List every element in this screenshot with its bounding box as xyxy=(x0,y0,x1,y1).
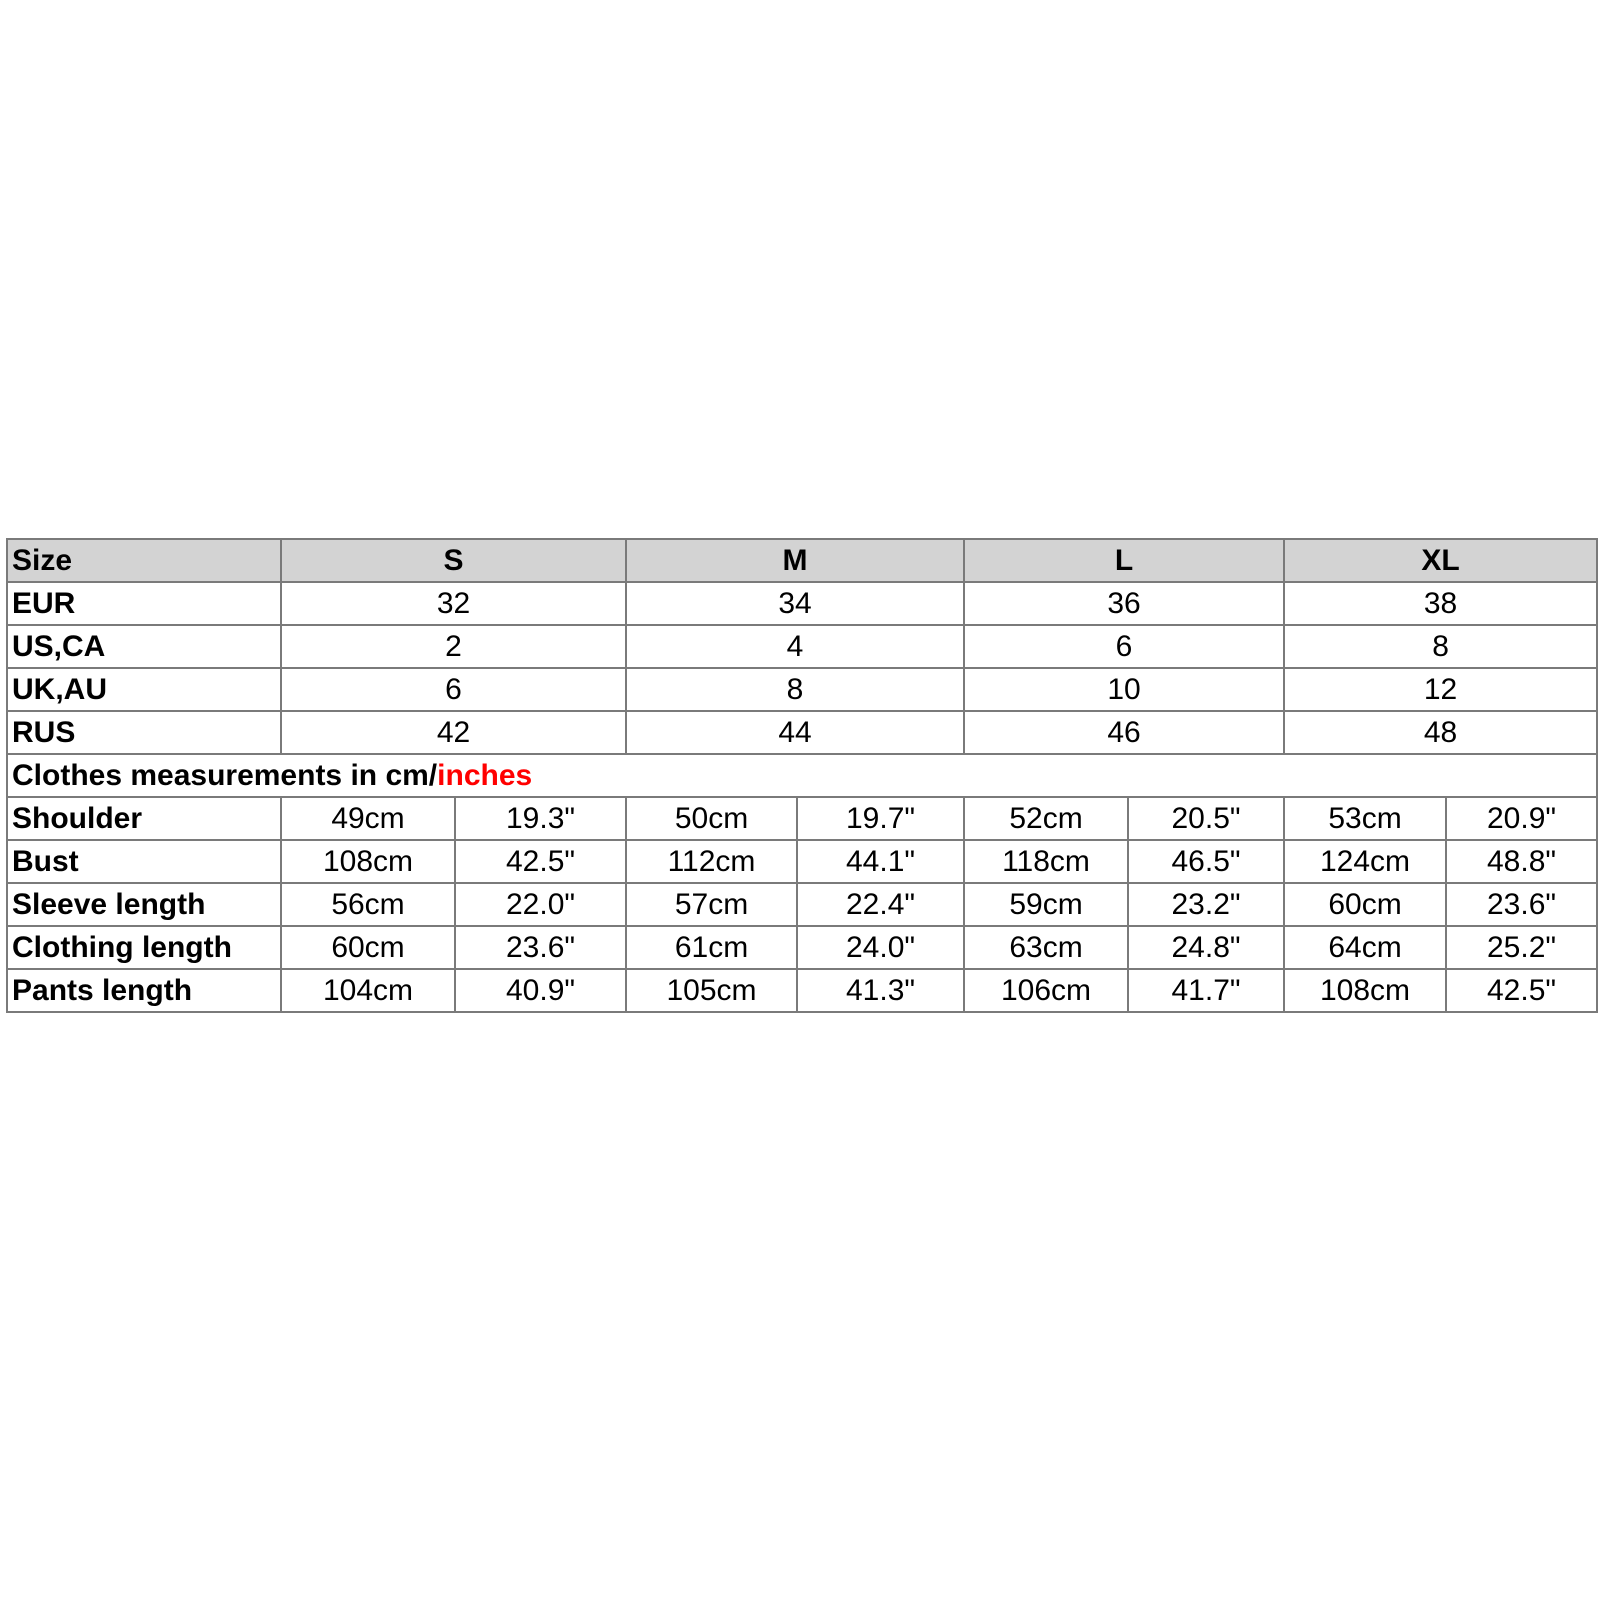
cm-value: 60cm xyxy=(281,926,455,969)
header-row xyxy=(7,539,1597,582)
cm-value: 59cm xyxy=(964,883,1128,926)
cm-value: 64cm xyxy=(1284,926,1446,969)
inch-value: 24.0" xyxy=(797,926,964,969)
size-value: 12 xyxy=(1284,668,1597,711)
measurement-row-bust xyxy=(7,840,1597,883)
cm-value: 112cm xyxy=(626,840,797,883)
cm-value: 50cm xyxy=(626,797,797,840)
size-value: 38 xyxy=(1284,582,1597,625)
size-value: 48 xyxy=(1284,711,1597,754)
inch-value: 23.6" xyxy=(455,926,626,969)
size-header-m: M xyxy=(626,539,964,582)
size-value: 8 xyxy=(626,668,964,711)
inch-value: 19.3" xyxy=(455,797,626,840)
section-title xyxy=(7,754,1597,797)
size-value: 44 xyxy=(626,711,964,754)
inch-value: 24.8" xyxy=(1128,926,1284,969)
inch-value: 23.6" xyxy=(1446,883,1597,926)
size-chart-table xyxy=(6,538,1598,1013)
cm-value: 105cm xyxy=(626,969,797,1012)
row-label: RUS xyxy=(7,711,281,754)
inch-value: 48.8" xyxy=(1446,840,1597,883)
cm-value: 104cm xyxy=(281,969,455,1012)
cm-value: 106cm xyxy=(964,969,1128,1012)
row-label: Shoulder xyxy=(7,797,281,840)
size-value: 8 xyxy=(1284,625,1597,668)
inch-value: 20.9" xyxy=(1446,797,1597,840)
inch-value: 40.9" xyxy=(455,969,626,1012)
section-title-highlight: inches xyxy=(437,758,533,792)
conversion-row-rus xyxy=(7,711,1597,754)
inch-value: 22.0" xyxy=(455,883,626,926)
cm-value: 118cm xyxy=(964,840,1128,883)
inch-value: 25.2" xyxy=(1446,926,1597,969)
row-label: Sleeve length xyxy=(7,883,281,926)
inch-value: 42.5" xyxy=(1446,969,1597,1012)
size-value: 34 xyxy=(626,582,964,625)
cm-value: 52cm xyxy=(964,797,1128,840)
cm-value: 124cm xyxy=(1284,840,1446,883)
measurement-row-pants-length xyxy=(7,969,1597,1012)
row-label: Clothing length xyxy=(7,926,281,969)
size-value: 2 xyxy=(281,625,626,668)
inch-value: 44.1" xyxy=(797,840,964,883)
section-header-row xyxy=(7,754,1597,797)
size-value: 42 xyxy=(281,711,626,754)
size-value: 32 xyxy=(281,582,626,625)
size-value: 6 xyxy=(964,625,1284,668)
inch-value: 20.5" xyxy=(1128,797,1284,840)
measurement-row-shoulder xyxy=(7,797,1597,840)
cm-value: 57cm xyxy=(626,883,797,926)
row-label: EUR xyxy=(7,582,281,625)
inch-value: 23.2" xyxy=(1128,883,1284,926)
cm-value: 61cm xyxy=(626,926,797,969)
cm-value: 108cm xyxy=(1284,969,1446,1012)
measurement-row-sleeve-length xyxy=(7,883,1597,926)
cm-value: 53cm xyxy=(1284,797,1446,840)
cm-value: 108cm xyxy=(281,840,455,883)
size-header-label: Size xyxy=(7,539,281,582)
size-header-xl: XL xyxy=(1284,539,1597,582)
size-value: 4 xyxy=(626,625,964,668)
size-header-s: S xyxy=(281,539,626,582)
inch-value: 41.7" xyxy=(1128,969,1284,1012)
size-value: 46 xyxy=(964,711,1284,754)
inch-value: 46.5" xyxy=(1128,840,1284,883)
row-label: Bust xyxy=(7,840,281,883)
cm-value: 56cm xyxy=(281,883,455,926)
inch-value: 42.5" xyxy=(455,840,626,883)
cm-value: 63cm xyxy=(964,926,1128,969)
inch-value: 19.7" xyxy=(797,797,964,840)
inch-value: 22.4" xyxy=(797,883,964,926)
cm-value: 49cm xyxy=(281,797,455,840)
conversion-row-uk-au xyxy=(7,668,1597,711)
size-value: 10 xyxy=(964,668,1284,711)
conversion-row-eur xyxy=(7,582,1597,625)
section-title-prefix: Clothes measurements in cm/ xyxy=(12,758,438,792)
row-label: Pants length xyxy=(7,969,281,1012)
row-label: US,CA xyxy=(7,625,281,668)
row-label: UK,AU xyxy=(7,668,281,711)
conversion-row-us-ca xyxy=(7,625,1597,668)
measurement-row-clothing-length xyxy=(7,926,1597,969)
inch-value: 41.3" xyxy=(797,969,964,1012)
size-value: 36 xyxy=(964,582,1284,625)
cm-value: 60cm xyxy=(1284,883,1446,926)
size-value: 6 xyxy=(281,668,626,711)
size-header-l: L xyxy=(964,539,1284,582)
